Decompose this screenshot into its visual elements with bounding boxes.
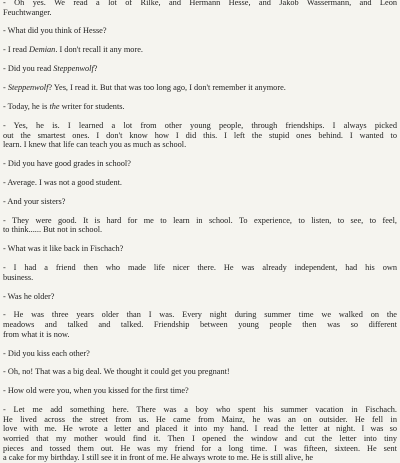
text-run: - What was it like back in Fischach?: [3, 244, 124, 254]
paragraph-gap: [3, 282, 397, 291]
paragraph-gap: [3, 93, 397, 102]
text-line: [3, 320, 397, 330]
italic-title: Demian: [29, 45, 56, 55]
text-line: [3, 415, 397, 425]
paragraph-gap: [3, 254, 397, 263]
text-run: from what it is now.: [3, 329, 70, 339]
text-line: [3, 367, 397, 377]
text-line: [3, 159, 397, 169]
text-run: - I had a friend then who made life nicer there. He was already independent, had his own: [3, 263, 397, 273]
text-line: [3, 424, 397, 434]
paragraph-gap: [3, 358, 397, 367]
paragraph-gap: [3, 377, 397, 386]
text-line: [3, 102, 397, 112]
text-run: Feuchtwanger.: [3, 7, 52, 17]
text-line: [3, 197, 397, 207]
text-run: - They were good. It is hard for me to learn in school. To experience, to listen, to see, to feel,: [3, 215, 397, 225]
text-line: [3, 292, 397, 302]
text-run: - Oh yes. We read a lot of Rilke, and Hermann Hesse, and Jakob Wassermann, and Leon: [3, 0, 397, 7]
text-line: [3, 140, 397, 150]
text-line: [3, 83, 397, 93]
text-line: [3, 178, 397, 188]
text-line: [3, 405, 397, 415]
text-line: [3, 121, 397, 131]
text-run: writer for students.: [59, 102, 125, 112]
text-run: - Did you read: [3, 64, 54, 74]
interview-transcript: [3, 0, 397, 463]
text-line: [3, 444, 397, 454]
text-run: - Average. I was not a good student.: [3, 177, 122, 187]
text-line: [3, 64, 397, 74]
text-run: - Yes, he is. I learned a lot from other young people, through friendships. I always picked: [3, 120, 397, 130]
paragraph-gap: [3, 169, 397, 178]
paragraph-gap: [3, 339, 397, 348]
text-line: [3, 216, 397, 226]
text-run: - What did you think of Hesse?: [3, 26, 107, 36]
text-line: [3, 434, 397, 444]
text-line: [3, 273, 397, 283]
text-run: He lived across the street from us. He came from Mainz, he was an on outsider. He fell in: [3, 414, 397, 424]
text-run: - I read: [3, 45, 30, 55]
paragraph-gap: [3, 396, 397, 405]
text-line: [3, 131, 397, 141]
text-run: ? Yes, I read it. But that was too long ago, I don't remember it anymore.: [48, 83, 286, 93]
paragraph-gap: [3, 150, 397, 159]
text-run: business.: [3, 272, 34, 282]
text-run: learn. I knew that life can teach you as much as school.: [3, 140, 187, 150]
text-run: - Did you have good grades in school?: [3, 159, 131, 169]
text-run: pieces and tossed them out. He was my friend for a long time. I was fifteen, sixteen. He sent: [3, 443, 397, 453]
text-run: - And your sisters?: [3, 196, 66, 206]
italic-title: Steppenwolf: [7, 83, 49, 93]
paragraph-gap: [3, 235, 397, 244]
text-run: meadows and talked and talked. Friendship between young people then was so different: [3, 320, 397, 330]
italic-title: the: [49, 102, 60, 112]
paragraph-gap: [3, 36, 397, 45]
text-run: - How old were you, when you kissed for the first time?: [3, 386, 189, 396]
text-line: [3, 0, 397, 8]
paragraph-gap: [3, 301, 397, 310]
text-line: [3, 310, 397, 320]
text-run: - Oh, no! That was a big deal. We thought it could get you pregnant!: [3, 367, 230, 377]
paragraph-gap: [3, 74, 397, 83]
text-run: - Was he older?: [3, 291, 55, 301]
text-run: -: [3, 83, 8, 93]
text-line: [3, 386, 397, 396]
paragraph-gap: [3, 112, 397, 121]
text-line: [3, 8, 397, 18]
italic-title: Steppenwolf: [53, 64, 94, 74]
paragraph-gap: [3, 17, 397, 26]
text-run: to think...... But not in school.: [3, 225, 103, 235]
paragraph-gap: [3, 206, 397, 215]
text-line: [3, 225, 397, 235]
text-run: - Let me add something here. There was a boy who spent his summer vacation in Fischach.: [3, 405, 397, 415]
text-run: worried that my mother would find it. Then I opened the window and cut the letter into tiny: [3, 433, 397, 443]
text-run: a cake for my birthday. I still see it in front of me. He always wrote to me. He is still alive, he: [3, 453, 314, 463]
text-line: [3, 453, 397, 463]
text-run: - He was three years older than I was. Every night during summer time we walked on the: [3, 310, 397, 320]
text-line: [3, 330, 397, 340]
text-line: [3, 45, 397, 55]
text-run: - Today, he is: [3, 102, 50, 112]
paragraph-gap: [3, 55, 397, 64]
text-run: out the smartest ones. I don't know how I did this. I left the stupid ones behind. I wanted to: [3, 130, 397, 140]
text-line: [3, 26, 397, 36]
text-line: [3, 349, 397, 359]
text-run: - Did you kiss each other?: [3, 348, 90, 358]
text-line: [3, 263, 397, 273]
text-run: love with me. He wrote a letter and placed it into my hand. I read the letter at night. I was so: [3, 424, 397, 434]
text-run: . I don't recall it any more.: [55, 45, 143, 55]
text-line: [3, 244, 397, 254]
paragraph-gap: [3, 188, 397, 197]
text-run: ?: [93, 64, 98, 74]
